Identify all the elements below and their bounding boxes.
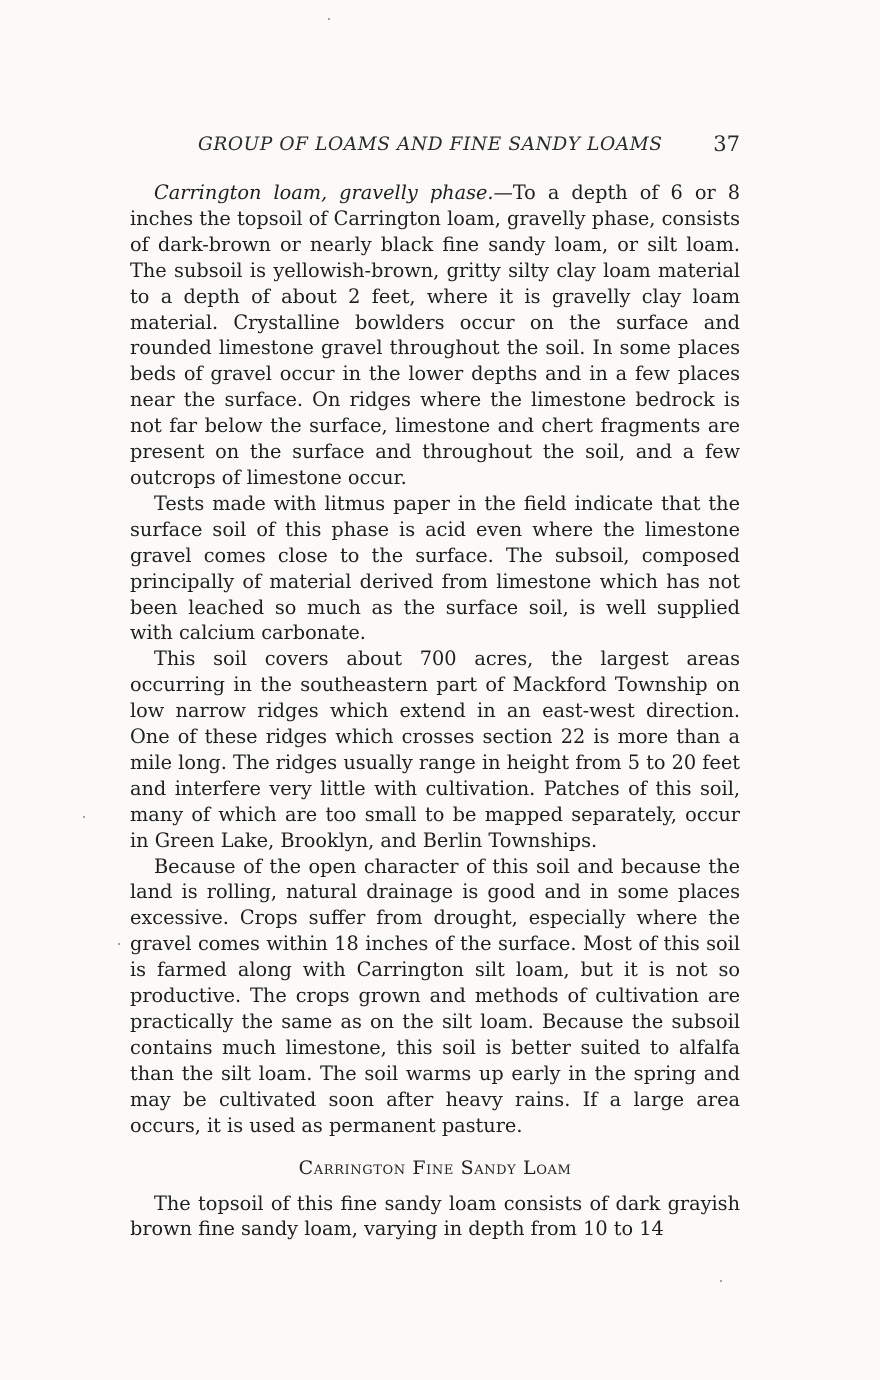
paragraph-text: Because of the open character of this soil and because the land is rolling, natural drainage is good and in some places excessive. Crops suffer from drought, especially where the gravel comes within 18 inches of the surface. Most of this soil is farmed along with Carrington silt loam, but it is not so productive. The crops grown and methods of cultivation are practically the same as on the silt loam. Because the subsoil contains much limestone, this soil is better suited to alfalfa than the silt loam. The soil warms up early in the spring and may be cultivated soon after heavy rains. If a large area occurs, it is used as permanent pasture. [130,854,740,1137]
scan-speck [720,1280,722,1282]
body-text [130,180,740,1242]
running-head [130,130,740,160]
scan-speck [83,816,85,818]
paragraph-text: This soil covers about 700 acres, the largest areas occurring in the southeastern part of Mackford Township on low narrow ridges which extend in an east-west direction. One of these ridges which crosses section 22 is more than a mile long. The ridges usually range in height from 5 to 20 feet and interfere very little with cultivation. Patches of this soil, many of which are too small to be mapped separately, occur in Green Lake, Brooklyn, and Berlin Townships. [130,647,740,852]
paragraph-text: The topsoil of this fine sandy loam consists of dark grayish brown fine sandy loam, varying in depth from 10 to 14 [130,1191,740,1241]
paragraph-litmus-tests [130,491,740,646]
scan-speck [328,18,330,20]
paragraph-soil-extent [130,646,740,853]
paragraph-fine-sandy-loam-topsoil [130,1191,740,1243]
scan-speck [118,943,120,945]
book-page [130,130,740,1242]
section-heading: Carrington Fine Sandy Loam [298,1156,572,1179]
page-number: 37 [713,132,740,156]
paragraph-gravelly-phase-description [130,180,740,491]
paragraph-lead-italic: Carrington loam, gravelly phase. [154,181,494,204]
paragraph-drainage-and-use [130,854,740,1139]
paragraph-text: Tests made with litmus paper in the field indicate that the surface soil of this phase is acid even where the limestone gravel comes close to the surface. The subsoil, composed principally of material derived from limestone which has not been leached so much as the surface soil, is well supplied with calcium carbonate. [130,491,740,645]
paragraph-text: —To a depth of 6 or 8 inches the topsoil of Carrington loam, gravelly phase, consists of dark-brown or nearly black fine sandy loam, or silt loam. The subsoil is yellowish-brown, gritty silty clay loam material to a depth of about 2 feet, where it is gravelly clay loam material. Crystalline bowlders occur on the surface and rounded limestone gravel throughout the soil. In some places beds of gravel occur in the lower depths and in a few places near the surface. On ridges where the limestone bedrock is not far below the surface, limestone and chert fragments are present on the surface and throughout the soil, and a few outcrops of limestone occur. [130,181,741,489]
running-head-title: GROUP OF LOAMS AND FINE SANDY LOAMS [198,134,663,155]
